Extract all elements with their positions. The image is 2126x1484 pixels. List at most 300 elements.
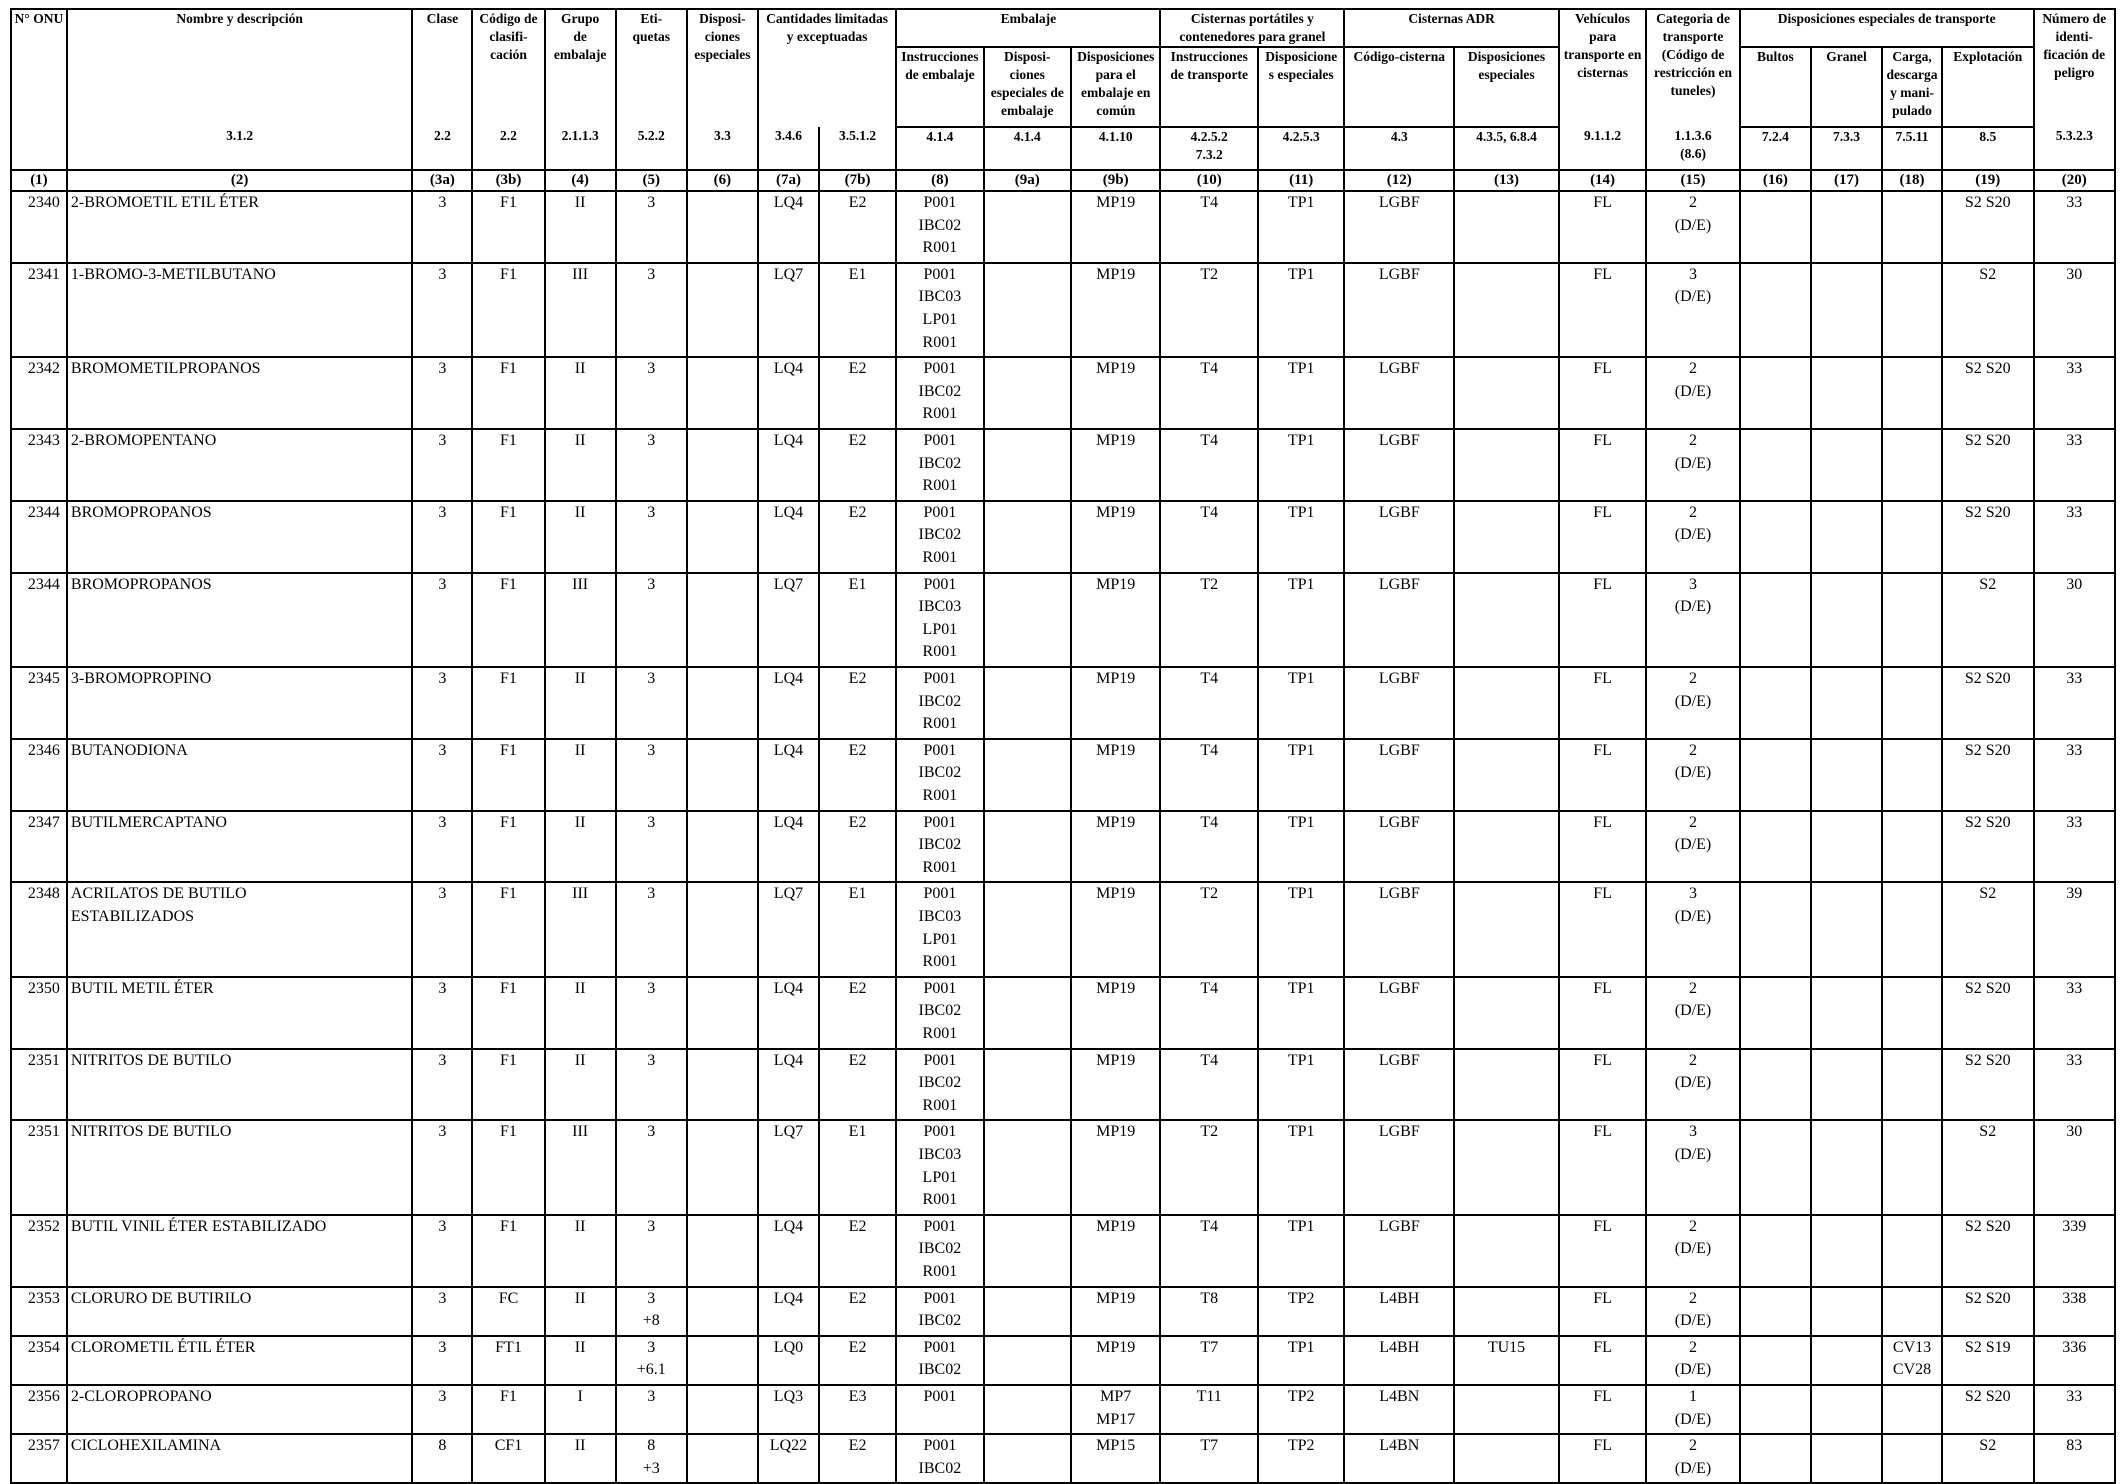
table-row bbox=[11, 1385, 2115, 1434]
cell-name: 2-CLOROPROPANO bbox=[67, 1385, 413, 1434]
cell-mixed-packing-provisions: MP19 bbox=[1071, 882, 1160, 976]
header-cell-transport-category: Categoria de transporte (Código de restricción en tuneles) bbox=[1646, 9, 1740, 127]
cell-class: 3 bbox=[412, 739, 472, 811]
cell-packing-group: III bbox=[545, 263, 616, 357]
cell-mixed-packing-provisions: MP19 bbox=[1071, 1049, 1160, 1121]
ref-cell: 2.2 bbox=[412, 127, 472, 170]
cell-tank-vehicle: FL bbox=[1559, 191, 1646, 263]
cell-hazard-number: 83 bbox=[2034, 1434, 2115, 1483]
ref-cell: 4.3.5, 6.8.4 bbox=[1454, 127, 1559, 170]
cell-special-packing-provisions bbox=[984, 263, 1071, 357]
cell-packing-group: II bbox=[545, 811, 616, 883]
table-row bbox=[11, 501, 2115, 573]
cell-tank-vehicle: FL bbox=[1559, 429, 1646, 501]
cell-portable-tank-instructions: T4 bbox=[1160, 429, 1258, 501]
header-cell-operation: Explotación bbox=[1942, 47, 2034, 127]
cell-tank-vehicle: FL bbox=[1559, 811, 1646, 883]
cell-bulk-provision bbox=[1811, 977, 1882, 1049]
cell-mixed-packing-provisions: MP19 bbox=[1071, 1120, 1160, 1214]
cell-packing-instructions: P001 IBC02 R001 bbox=[896, 429, 983, 501]
cell-packing-group: III bbox=[545, 1120, 616, 1214]
cell-un-number: 2345 bbox=[11, 667, 67, 739]
cell-special-packing-provisions bbox=[984, 1434, 1071, 1483]
column-number: (19) bbox=[1942, 170, 2034, 191]
cell-loading-handling-provision bbox=[1882, 1049, 1942, 1121]
header-cell-tank-vehicles: Vehículos para transporte en cisternas bbox=[1559, 9, 1646, 127]
table-row bbox=[11, 357, 2115, 429]
cell-loading-handling-provision bbox=[1882, 882, 1942, 976]
cell-portable-tank-instructions: T4 bbox=[1160, 667, 1258, 739]
cell-tank-vehicle: FL bbox=[1559, 977, 1646, 1049]
header-group-adr-tanks: Cisternas ADR bbox=[1344, 9, 1558, 47]
cell-packing-instructions: P001 IBC02 R001 bbox=[896, 1215, 983, 1287]
cell-classification-code: F1 bbox=[472, 263, 544, 357]
table-row bbox=[11, 1049, 2115, 1121]
cell-packing-group: II bbox=[545, 977, 616, 1049]
cell-classification-code: CF1 bbox=[472, 1434, 544, 1483]
cell-adr-tank-provisions bbox=[1454, 429, 1559, 501]
cell-name: BROMOPROPANOS bbox=[67, 573, 413, 667]
cell-special-provisions bbox=[687, 501, 758, 573]
cell-special-packing-provisions bbox=[984, 1336, 1071, 1385]
header-group-transport-provisions: Disposiciones especiales de transporte bbox=[1740, 9, 2034, 47]
cell-operation-provision: S2 S20 bbox=[1942, 1215, 2034, 1287]
cell-excepted-quantity: E1 bbox=[819, 263, 896, 357]
cell-portable-tank-instructions: T7 bbox=[1160, 1336, 1258, 1385]
cell-operation-provision: S2 S20 bbox=[1942, 429, 2034, 501]
cell-limited-quantity: LQ4 bbox=[758, 429, 819, 501]
cell-class: 3 bbox=[412, 1120, 472, 1214]
cell-packages-provision bbox=[1740, 1287, 1811, 1336]
cell-un-number: 2346 bbox=[11, 739, 67, 811]
cell-excepted-quantity: E1 bbox=[819, 573, 896, 667]
cell-classification-code: F1 bbox=[472, 977, 544, 1049]
cell-un-number: 2342 bbox=[11, 357, 67, 429]
cell-portable-tank-instructions: T2 bbox=[1160, 882, 1258, 976]
column-number: (16) bbox=[1740, 170, 1811, 191]
cell-name: 3-BROMOPROPINO bbox=[67, 667, 413, 739]
cell-class: 3 bbox=[412, 1215, 472, 1287]
cell-mixed-packing-provisions: MP19 bbox=[1071, 667, 1160, 739]
cell-limited-quantity: LQ0 bbox=[758, 1336, 819, 1385]
cell-loading-handling-provision: CV13 CV28 bbox=[1882, 1336, 1942, 1385]
cell-special-provisions bbox=[687, 573, 758, 667]
cell-portable-tank-provisions: TP1 bbox=[1258, 1336, 1344, 1385]
cell-class: 3 bbox=[412, 573, 472, 667]
header-reference-row bbox=[11, 127, 2115, 170]
cell-tank-code: L4BH bbox=[1344, 1336, 1454, 1385]
cell-tank-vehicle: FL bbox=[1559, 573, 1646, 667]
header-cell-labels: Eti- quetas bbox=[616, 9, 687, 127]
cell-loading-handling-provision bbox=[1882, 357, 1942, 429]
cell-labels: 3 bbox=[616, 263, 687, 357]
cell-classification-code: F1 bbox=[472, 667, 544, 739]
cell-excepted-quantity: E2 bbox=[819, 811, 896, 883]
cell-packages-provision bbox=[1740, 1336, 1811, 1385]
cell-class: 3 bbox=[412, 501, 472, 573]
cell-operation-provision: S2 bbox=[1942, 1120, 2034, 1214]
cell-bulk-provision bbox=[1811, 1049, 1882, 1121]
cell-mixed-packing-provisions: MP19 bbox=[1071, 977, 1160, 1049]
cell-transport-category: 2 (D/E) bbox=[1646, 501, 1740, 573]
cell-limited-quantity: LQ7 bbox=[758, 573, 819, 667]
cell-special-packing-provisions bbox=[984, 1049, 1071, 1121]
cell-classification-code: F1 bbox=[472, 1120, 544, 1214]
cell-hazard-number: 33 bbox=[2034, 811, 2115, 883]
cell-packing-group: II bbox=[545, 1049, 616, 1121]
header-cell-mixed-packing-provisions: Disposiciones para el embalaje en común bbox=[1071, 47, 1160, 127]
cell-bulk-provision bbox=[1811, 1434, 1882, 1483]
cell-limited-quantity: LQ4 bbox=[758, 811, 819, 883]
cell-adr-tank-provisions bbox=[1454, 1287, 1559, 1336]
cell-operation-provision: S2 S20 bbox=[1942, 357, 2034, 429]
cell-classification-code: F1 bbox=[472, 1385, 544, 1434]
header-column-number-row bbox=[11, 170, 2115, 191]
cell-transport-category: 2 (D/E) bbox=[1646, 1215, 1740, 1287]
cell-hazard-number: 338 bbox=[2034, 1287, 2115, 1336]
cell-operation-provision: S2 S20 bbox=[1942, 811, 2034, 883]
header-cell-loading-handling: Carga, descarga y mani- pulado bbox=[1882, 47, 1942, 127]
cell-bulk-provision bbox=[1811, 667, 1882, 739]
cell-class: 3 bbox=[412, 263, 472, 357]
cell-tank-vehicle: FL bbox=[1559, 1049, 1646, 1121]
ref-cell: 4.2.5.2 7.3.2 bbox=[1160, 127, 1258, 170]
cell-adr-tank-provisions bbox=[1454, 573, 1559, 667]
cell-limited-quantity: LQ22 bbox=[758, 1434, 819, 1483]
cell-limited-quantity: LQ7 bbox=[758, 882, 819, 976]
cell-packing-group: II bbox=[545, 1215, 616, 1287]
cell-packing-instructions: P001 IBC02 bbox=[896, 1434, 983, 1483]
cell-un-number: 2347 bbox=[11, 811, 67, 883]
header-cell-un-number: N° ONU bbox=[11, 9, 67, 127]
cell-operation-provision: S2 S20 bbox=[1942, 667, 2034, 739]
cell-hazard-number: 33 bbox=[2034, 739, 2115, 811]
ref-cell: 7.3.3 bbox=[1811, 127, 1882, 170]
cell-portable-tank-instructions: T4 bbox=[1160, 1215, 1258, 1287]
column-number: (10) bbox=[1160, 170, 1258, 191]
cell-special-packing-provisions bbox=[984, 667, 1071, 739]
cell-tank-vehicle: FL bbox=[1559, 667, 1646, 739]
cell-special-packing-provisions bbox=[984, 1120, 1071, 1214]
cell-un-number: 2354 bbox=[11, 1336, 67, 1385]
cell-excepted-quantity: E2 bbox=[819, 1336, 896, 1385]
column-number: (9b) bbox=[1071, 170, 1160, 191]
cell-un-number: 2356 bbox=[11, 1385, 67, 1434]
cell-packages-provision bbox=[1740, 1434, 1811, 1483]
cell-limited-quantity: LQ4 bbox=[758, 1287, 819, 1336]
cell-hazard-number: 339 bbox=[2034, 1215, 2115, 1287]
cell-packing-instructions: P001 IBC02 R001 bbox=[896, 191, 983, 263]
cell-tank-code: LGBF bbox=[1344, 739, 1454, 811]
table-row bbox=[11, 739, 2115, 811]
adr-dangerous-goods-table bbox=[10, 8, 2116, 1484]
cell-portable-tank-instructions: T4 bbox=[1160, 501, 1258, 573]
cell-portable-tank-provisions: TP2 bbox=[1258, 1385, 1344, 1434]
cell-tank-code: LGBF bbox=[1344, 573, 1454, 667]
ref-cell: 4.1.4 bbox=[896, 127, 983, 170]
cell-name: BUTIL METIL ÉTER bbox=[67, 977, 413, 1049]
cell-operation-provision: S2 S20 bbox=[1942, 1287, 2034, 1336]
cell-classification-code: F1 bbox=[472, 882, 544, 976]
cell-special-packing-provisions bbox=[984, 882, 1071, 976]
cell-packing-instructions: P001 bbox=[896, 1385, 983, 1434]
table-row bbox=[11, 429, 2115, 501]
cell-operation-provision: S2 S20 bbox=[1942, 739, 2034, 811]
ref-cell: 3.1.2 bbox=[67, 127, 413, 170]
cell-hazard-number: 30 bbox=[2034, 573, 2115, 667]
table-body bbox=[11, 191, 2115, 1483]
cell-transport-category: 3 (D/E) bbox=[1646, 573, 1740, 667]
cell-portable-tank-provisions: TP1 bbox=[1258, 1049, 1344, 1121]
column-number: (2) bbox=[67, 170, 413, 191]
cell-name: 2-BROMOPENTANO bbox=[67, 429, 413, 501]
cell-transport-category: 3 (D/E) bbox=[1646, 882, 1740, 976]
ref-cell: 3.4.6 bbox=[758, 127, 819, 170]
cell-mixed-packing-provisions: MP15 bbox=[1071, 1434, 1160, 1483]
ref-cell: 7.5.11 bbox=[1882, 127, 1942, 170]
table-header bbox=[11, 9, 2115, 191]
cell-name: BUTIL VINIL ÉTER ESTABILIZADO bbox=[67, 1215, 413, 1287]
cell-excepted-quantity: E1 bbox=[819, 882, 896, 976]
cell-portable-tank-provisions: TP1 bbox=[1258, 1215, 1344, 1287]
cell-transport-category: 2 (D/E) bbox=[1646, 739, 1740, 811]
cell-tank-vehicle: FL bbox=[1559, 1120, 1646, 1214]
cell-labels: 3 bbox=[616, 357, 687, 429]
cell-mixed-packing-provisions: MP19 bbox=[1071, 429, 1160, 501]
ref-cell: 4.2.5.3 bbox=[1258, 127, 1344, 170]
cell-packing-instructions: P001 IBC03 LP01 R001 bbox=[896, 263, 983, 357]
header-group-portable-tanks: Cisternas portátiles y contenedores para granel bbox=[1160, 9, 1344, 47]
cell-tank-code: LGBF bbox=[1344, 1215, 1454, 1287]
cell-un-number: 2350 bbox=[11, 977, 67, 1049]
column-number: (7a) bbox=[758, 170, 819, 191]
cell-name: CLORURO DE BUTIRILO bbox=[67, 1287, 413, 1336]
cell-tank-code: LGBF bbox=[1344, 811, 1454, 883]
cell-un-number: 2341 bbox=[11, 263, 67, 357]
cell-classification-code: FT1 bbox=[472, 1336, 544, 1385]
cell-special-provisions bbox=[687, 357, 758, 429]
table-row bbox=[11, 191, 2115, 263]
ref-cell: 1.1.3.6 (8.6) bbox=[1646, 127, 1740, 170]
cell-loading-handling-provision bbox=[1882, 501, 1942, 573]
cell-mixed-packing-provisions: MP19 bbox=[1071, 263, 1160, 357]
cell-packages-provision bbox=[1740, 501, 1811, 573]
cell-loading-handling-provision bbox=[1882, 1120, 1942, 1214]
cell-packages-provision bbox=[1740, 573, 1811, 667]
cell-labels: 3 bbox=[616, 1049, 687, 1121]
cell-name: CICLOHEXILAMINA bbox=[67, 1434, 413, 1483]
cell-tank-code: LGBF bbox=[1344, 191, 1454, 263]
cell-special-packing-provisions bbox=[984, 357, 1071, 429]
cell-classification-code: F1 bbox=[472, 357, 544, 429]
cell-packing-instructions: P001 IBC02 R001 bbox=[896, 1049, 983, 1121]
column-number: (6) bbox=[687, 170, 758, 191]
cell-portable-tank-instructions: T2 bbox=[1160, 573, 1258, 667]
table-row bbox=[11, 1215, 2115, 1287]
cell-name: 1-BROMO-3-METILBUTANO bbox=[67, 263, 413, 357]
cell-hazard-number: 33 bbox=[2034, 429, 2115, 501]
cell-packages-provision bbox=[1740, 263, 1811, 357]
cell-operation-provision: S2 bbox=[1942, 882, 2034, 976]
cell-limited-quantity: LQ4 bbox=[758, 977, 819, 1049]
table-row bbox=[11, 1434, 2115, 1483]
cell-packing-group: II bbox=[545, 1287, 616, 1336]
cell-packing-group: III bbox=[545, 573, 616, 667]
column-number: (9a) bbox=[984, 170, 1071, 191]
cell-excepted-quantity: E2 bbox=[819, 191, 896, 263]
cell-portable-tank-provisions: TP1 bbox=[1258, 573, 1344, 667]
cell-class: 3 bbox=[412, 429, 472, 501]
cell-packing-group: II bbox=[545, 429, 616, 501]
cell-transport-category: 2 (D/E) bbox=[1646, 1049, 1740, 1121]
cell-portable-tank-provisions: TP1 bbox=[1258, 263, 1344, 357]
cell-hazard-number: 30 bbox=[2034, 1120, 2115, 1214]
cell-class: 3 bbox=[412, 1385, 472, 1434]
cell-transport-category: 1 (D/E) bbox=[1646, 1385, 1740, 1434]
cell-loading-handling-provision bbox=[1882, 667, 1942, 739]
cell-mixed-packing-provisions: MP19 bbox=[1071, 1287, 1160, 1336]
cell-special-packing-provisions bbox=[984, 1385, 1071, 1434]
cell-portable-tank-provisions: TP1 bbox=[1258, 1120, 1344, 1214]
cell-operation-provision: S2 bbox=[1942, 573, 2034, 667]
cell-packing-instructions: P001 IBC02 R001 bbox=[896, 811, 983, 883]
cell-adr-tank-provisions bbox=[1454, 501, 1559, 573]
ref-cell: 8.5 bbox=[1942, 127, 2034, 170]
cell-packing-group: I bbox=[545, 1385, 616, 1434]
cell-portable-tank-instructions: T2 bbox=[1160, 1120, 1258, 1214]
ref-cell: 9.1.1.2 bbox=[1559, 127, 1646, 170]
cell-operation-provision: S2 S20 bbox=[1942, 501, 2034, 573]
cell-packages-provision bbox=[1740, 1049, 1811, 1121]
cell-classification-code: F1 bbox=[472, 739, 544, 811]
header-cell-special-provisions: Disposi- ciones especiales bbox=[687, 9, 758, 127]
column-number: (3b) bbox=[472, 170, 544, 191]
cell-special-packing-provisions bbox=[984, 1215, 1071, 1287]
cell-adr-tank-provisions bbox=[1454, 263, 1559, 357]
cell-portable-tank-provisions: TP1 bbox=[1258, 977, 1344, 1049]
header-cell-special-packing-provisions: Disposi- ciones especiales de embalaje bbox=[984, 47, 1071, 127]
ref-cell: 2.1.1.3 bbox=[545, 127, 616, 170]
cell-labels: 3 bbox=[616, 191, 687, 263]
cell-special-provisions bbox=[687, 1287, 758, 1336]
cell-limited-quantity: LQ4 bbox=[758, 191, 819, 263]
cell-un-number: 2344 bbox=[11, 573, 67, 667]
cell-special-provisions bbox=[687, 1336, 758, 1385]
cell-labels: 3 bbox=[616, 501, 687, 573]
cell-transport-category: 3 (D/E) bbox=[1646, 263, 1740, 357]
cell-packages-provision bbox=[1740, 882, 1811, 976]
cell-labels: 3 bbox=[616, 811, 687, 883]
cell-transport-category: 2 (D/E) bbox=[1646, 429, 1740, 501]
cell-excepted-quantity: E2 bbox=[819, 501, 896, 573]
cell-transport-category: 2 (D/E) bbox=[1646, 191, 1740, 263]
table-row bbox=[11, 882, 2115, 976]
column-number: (4) bbox=[545, 170, 616, 191]
cell-tank-code: LGBF bbox=[1344, 263, 1454, 357]
cell-tank-code: L4BH bbox=[1344, 1287, 1454, 1336]
cell-special-provisions bbox=[687, 1434, 758, 1483]
cell-adr-tank-provisions bbox=[1454, 1434, 1559, 1483]
cell-tank-vehicle: FL bbox=[1559, 1385, 1646, 1434]
column-number: (20) bbox=[2034, 170, 2115, 191]
cell-portable-tank-provisions: TP1 bbox=[1258, 667, 1344, 739]
cell-un-number: 2353 bbox=[11, 1287, 67, 1336]
cell-loading-handling-provision bbox=[1882, 1434, 1942, 1483]
cell-tank-code: L4BN bbox=[1344, 1385, 1454, 1434]
cell-operation-provision: S2 S20 bbox=[1942, 1385, 2034, 1434]
cell-special-provisions bbox=[687, 882, 758, 976]
cell-packages-provision bbox=[1740, 357, 1811, 429]
cell-special-provisions bbox=[687, 739, 758, 811]
column-number: (13) bbox=[1454, 170, 1559, 191]
cell-un-number: 2351 bbox=[11, 1049, 67, 1121]
header-cell-packing-group: Grupo de embalaje bbox=[545, 9, 616, 127]
cell-hazard-number: 33 bbox=[2034, 501, 2115, 573]
cell-hazard-number: 33 bbox=[2034, 667, 2115, 739]
cell-name: NITRITOS DE BUTILO bbox=[67, 1120, 413, 1214]
cell-bulk-provision bbox=[1811, 429, 1882, 501]
cell-hazard-number: 336 bbox=[2034, 1336, 2115, 1385]
header-cell-portable-tank-provisions: Disposicione s especiales bbox=[1258, 47, 1344, 127]
cell-loading-handling-provision bbox=[1882, 1385, 1942, 1434]
cell-mixed-packing-provisions: MP19 bbox=[1071, 357, 1160, 429]
cell-mixed-packing-provisions: MP7 MP17 bbox=[1071, 1385, 1160, 1434]
cell-special-packing-provisions bbox=[984, 429, 1071, 501]
cell-mixed-packing-provisions: MP19 bbox=[1071, 1336, 1160, 1385]
cell-packing-group: II bbox=[545, 501, 616, 573]
cell-transport-category: 2 (D/E) bbox=[1646, 1434, 1740, 1483]
cell-special-packing-provisions bbox=[984, 739, 1071, 811]
cell-transport-category: 2 (D/E) bbox=[1646, 1336, 1740, 1385]
cell-labels: 3 bbox=[616, 977, 687, 1049]
cell-name: BUTANODIONA bbox=[67, 739, 413, 811]
column-number: (8) bbox=[896, 170, 983, 191]
cell-limited-quantity: LQ3 bbox=[758, 1385, 819, 1434]
cell-bulk-provision bbox=[1811, 882, 1882, 976]
cell-portable-tank-provisions: TP1 bbox=[1258, 501, 1344, 573]
cell-special-provisions bbox=[687, 429, 758, 501]
cell-portable-tank-instructions: T4 bbox=[1160, 977, 1258, 1049]
table-row bbox=[11, 977, 2115, 1049]
cell-transport-category: 3 (D/E) bbox=[1646, 1120, 1740, 1214]
column-number: (15) bbox=[1646, 170, 1740, 191]
cell-packing-instructions: P001 IBC02 R001 bbox=[896, 977, 983, 1049]
cell-labels: 8 +3 bbox=[616, 1434, 687, 1483]
cell-packing-instructions: P001 IBC03 LP01 R001 bbox=[896, 882, 983, 976]
cell-un-number: 2344 bbox=[11, 501, 67, 573]
cell-portable-tank-instructions: T4 bbox=[1160, 357, 1258, 429]
cell-transport-category: 2 (D/E) bbox=[1646, 811, 1740, 883]
cell-labels: 3 bbox=[616, 882, 687, 976]
cell-adr-tank-provisions bbox=[1454, 882, 1559, 976]
cell-packages-provision bbox=[1740, 1385, 1811, 1434]
cell-adr-tank-provisions bbox=[1454, 1385, 1559, 1434]
cell-loading-handling-provision bbox=[1882, 977, 1942, 1049]
cell-hazard-number: 33 bbox=[2034, 977, 2115, 1049]
cell-packing-instructions: P001 IBC02 R001 bbox=[896, 739, 983, 811]
cell-class: 8 bbox=[412, 1434, 472, 1483]
cell-loading-handling-provision bbox=[1882, 191, 1942, 263]
ref-cell: 4.3 bbox=[1344, 127, 1454, 170]
cell-portable-tank-instructions: T8 bbox=[1160, 1287, 1258, 1336]
cell-excepted-quantity: E2 bbox=[819, 977, 896, 1049]
ref-cell: 3.5.1.2 bbox=[819, 127, 896, 170]
cell-portable-tank-provisions: TP2 bbox=[1258, 1287, 1344, 1336]
cell-excepted-quantity: E2 bbox=[819, 739, 896, 811]
cell-transport-category: 2 (D/E) bbox=[1646, 357, 1740, 429]
header-cell-bulk: Granel bbox=[1811, 47, 1882, 127]
ref-cell: 5.3.2.3 bbox=[2034, 127, 2115, 170]
